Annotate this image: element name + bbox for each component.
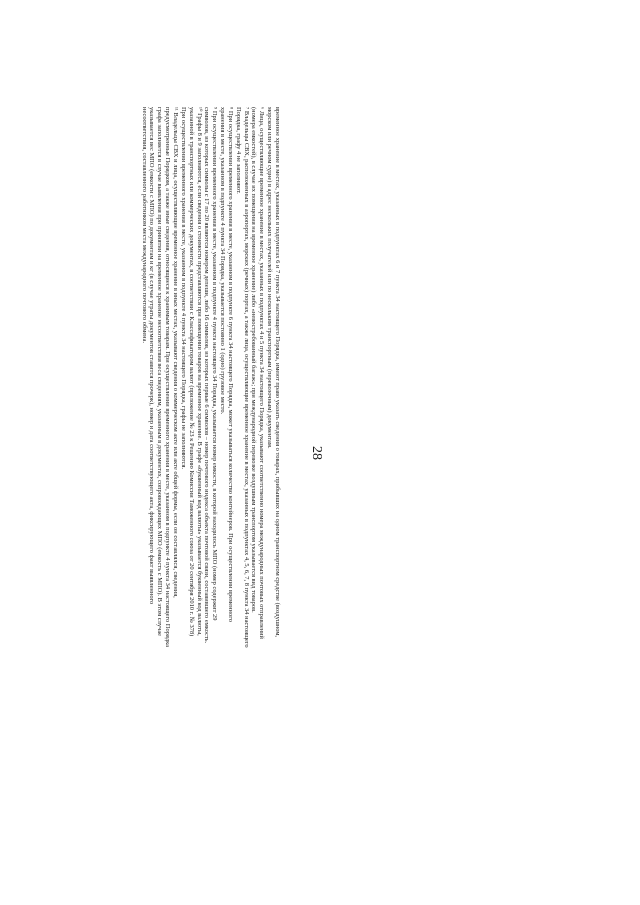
footnotes-block xyxy=(67,107,281,897)
footnote-6: ⁶ Лица, осуществляющие временное хранение в местах, указанных в подпунктах 4 и 5 пункта 34 настоящего Порядка, указывают соответственно номера международных почтовых отправлений xyxy=(258,107,266,640)
text-line: Порядка, графу 4 не заполняют. xyxy=(234,107,242,194)
footnote-7: ⁷ Владельцы СВХ, расположенных в аэропортах, морских (речных) портах, а также лица, осуществляющие временное хранение в местах, указанных в подпунктах 4, 5, 6, 7, 8 пункта 34 настоящего xyxy=(242,107,250,648)
text-line: хранения в месте, указанном в подпункте 4 пункта 34 Порядка, указывается постоянно 1 (одно) грузовое место. xyxy=(219,107,227,415)
text-line: предусмотренные Порядком, а также иные сведения, относящиеся к хранимым товарам. При осуществлении временного хранения в месте, указанном в подпункте 4 пункта 34 настоящего Порядка xyxy=(164,107,172,647)
text-line: При осуществлении временного хранения в месте, указанном в подпункте 4 пункта 34 настоящего Порядка, графы не заполняются. xyxy=(179,107,187,470)
text-line: указанной в транспортных или коммерческих документах, в соответствии с Классификатором валют (приложение № 23 к Решению Комиссии Таможенного союза от 20 сентября 2010 г. № 378) xyxy=(187,107,195,637)
text-line: (номера емкостей), в случае их помещения на временное хранение) либо «невостребованный багаж»; при международной перевозке воздушным транспортом указывается вид товаров. xyxy=(250,107,258,613)
footnote-10: ¹⁰ Графы 8 и 9 заполняются, если сведения о стоимости представляются при помещении товаров на временное хранение. В графе «буквенный код валюты» указывается буквенный код валюты, xyxy=(195,107,203,636)
footnote-8: ⁸ При осуществлении временного хранения в месте, указанном в подпункте 6 пункта 34 настоящего Порядка, может указываться количество контейнеров. При осуществлении временного xyxy=(226,107,234,622)
text-line: морском или речном судне) в адрес нескольких получателей или по нескольким транспортным (перевозочным) документам. xyxy=(266,107,274,449)
text-line: временное хранение в местах, указанных в подпунктах 6 и 7 пункта 34 настоящего Порядка, имеют право указать сведения о товарах, прибывших на одном транспортном средстве (воздушном, xyxy=(274,107,281,638)
text-line: несоответствия, составленного работником места международного почтового обмена. xyxy=(140,107,148,344)
footnote-9: ⁹ При осуществлении временного хранения в месте, указанном в подпункте 4 пункта настоящего 34 Порядка, указывается номер емкости, в которой находилось МПО (номер содержит 29 xyxy=(211,107,219,621)
footnote-11: ¹¹ Владельцы СВХ и лица, осуществляющие временное хранение в иных местах, указывают сведения о коммерческом акте или акте общей формы, если он составлялся, сведения, xyxy=(172,107,180,598)
text-line: указывается вес МПО (емкости с МПО) по документам и кг (в случае утраты документов ставится прочерк), номер и дата соответствующего акта, фиксирующего факт выявленного xyxy=(148,107,156,605)
page-number: 28 xyxy=(309,446,324,460)
text-line: символов, из которых символы с 17 по 20 являются номером депеши, либо 16 символов, из которых первые 6 символов – номер почтового индекса объекта почтовой связи, составившего емкость. xyxy=(203,107,211,644)
text-line: графа заполняется в случае выявления при принятии на временное хранение несоответствия веса сведениям, указанным в документах, сопровождающих МПО (емкость с МПО). В этом случае xyxy=(156,107,164,637)
